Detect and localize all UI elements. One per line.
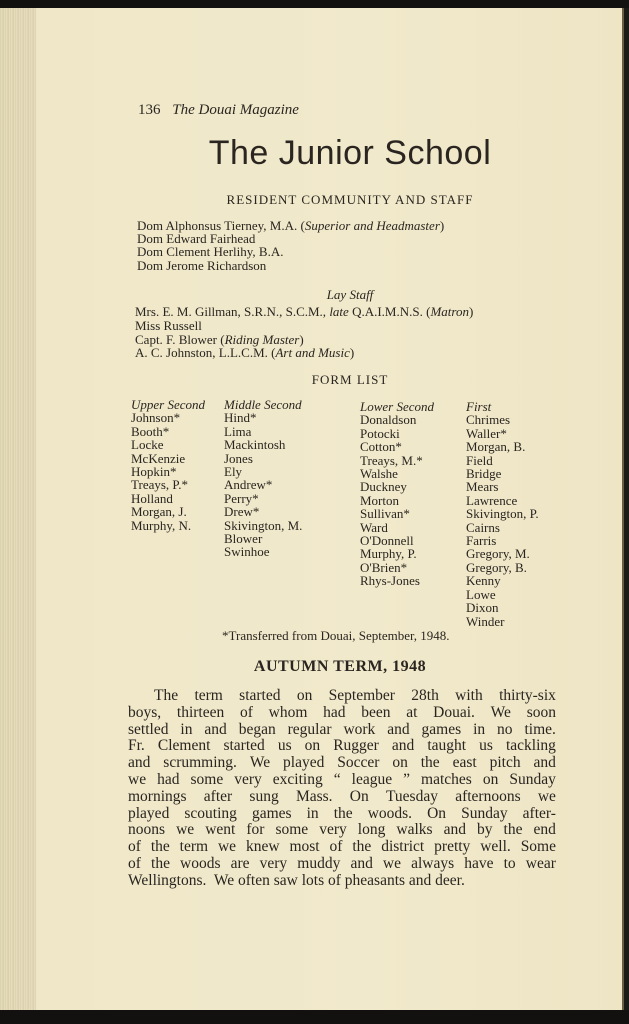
pupil-name: Chrimes [466, 412, 511, 428]
pupil-name: Morgan, J. [131, 504, 187, 520]
lay-staff-list [135, 305, 473, 360]
pupil-name: O'Brien* [360, 559, 408, 575]
paragraph-line: we had some very exciting “ league ” matches on Sunday [128, 770, 556, 788]
pupil-name: Waller* [466, 425, 507, 441]
paragraph-line: boys, thirteen of whom had been at Douai. We soon [128, 703, 556, 721]
pupil-name: Jones [224, 450, 253, 466]
pupil-name: O'Donnell [360, 533, 414, 549]
pupil-name: Treays, P.* [131, 477, 188, 493]
paragraph-line: Wellingtons. We often saw lots of pheasants and deer. [128, 871, 465, 889]
footnote: *Transferred from Douai, September, 1948. [222, 628, 450, 643]
pupil-name: Johnson* [131, 410, 181, 426]
pupil-name: Potocki [360, 425, 400, 441]
pupil-name: Andrew* [224, 477, 273, 493]
pupil-name: Booth* [131, 423, 170, 439]
top-edge [0, 0, 629, 8]
pupil-name: Rhys-Jones [360, 573, 420, 589]
pupil-name: Drew* [224, 504, 260, 520]
paragraph-line: settled in and began regular work and games in no time. [128, 720, 556, 738]
pupil-name: Blower [224, 531, 263, 547]
section-subtitle: RESIDENT COMMUNITY AND STAFF [226, 192, 474, 207]
pupil-name: Skivington, P. [466, 506, 539, 522]
page-number: 136 [138, 102, 161, 118]
lay-staff-item: Miss Russell [135, 317, 202, 333]
pupil-name: Perry* [224, 490, 259, 506]
form-name: Middle Second [224, 397, 302, 412]
pupil-name: Skivington, M. [224, 517, 303, 533]
running-header [138, 102, 299, 119]
paragraph-line: The term started on September 28th with thirty-six [154, 687, 556, 704]
clergy-item: Dom Clement Herlihy, B.A. [137, 244, 284, 260]
pupil-name: Holland [131, 490, 173, 506]
pupil-name: Lima [224, 423, 252, 439]
pupil-name: Duckney [360, 479, 407, 495]
pupil-name: Lowe [466, 586, 496, 602]
pupil-name: Lawrence [466, 492, 518, 508]
pupil-name: Treays, M.* [360, 452, 423, 468]
lay-staff-item: A. C. Johnston, L.L.C.M. (Art and Music) [135, 345, 355, 361]
pupil-name: Sullivan* [360, 506, 410, 522]
pupil-name: Bridge [466, 466, 502, 482]
pupil-name: Farris [466, 533, 497, 549]
lay-staff-heading: Lay Staff [326, 287, 374, 302]
pupil-name: Cairns [466, 519, 500, 535]
term-heading: AUTUMN TERM, 1948 [253, 658, 427, 675]
form-column-middle-second [224, 398, 302, 559]
pupil-name: Ely [224, 464, 243, 480]
pupil-name: Field [466, 452, 493, 468]
paragraph-line: mornings after sung Mass. On Tuesday afternoons we [128, 787, 556, 805]
bottom-edge [0, 1010, 629, 1024]
pupil-name: Murphy, P. [360, 546, 417, 562]
pupil-name: Dixon [466, 600, 499, 616]
clergy-list [137, 219, 444, 272]
pupil-name: Murphy, N. [131, 517, 192, 533]
pupil-name: Mackintosh [224, 437, 286, 453]
form-name: Lower Second [360, 399, 435, 414]
pupil-name: Morton [360, 492, 399, 508]
paragraph-line: noons we went for some very long walks and by the end [128, 821, 556, 839]
clergy-item: Dom Jerome Richardson [137, 257, 267, 273]
form-name: First [466, 399, 492, 414]
pupil-name: Locke [131, 437, 164, 453]
pupil-name: Kenny [466, 573, 501, 589]
pupil-name: Cotton* [360, 439, 402, 455]
form-column-lower-second [360, 400, 434, 588]
form-name: Upper Second [131, 397, 206, 412]
pupil-name: Swinhoe [224, 544, 270, 560]
paragraph-line: Fr. Clement started us on Rugger and taught us tackling [128, 737, 556, 755]
pupil-name: Gregory, B. [466, 559, 527, 575]
form-list-heading: FORM LIST [311, 372, 389, 387]
pupil-name: McKenzie [131, 450, 186, 466]
pupil-name: Morgan, B. [466, 439, 526, 455]
pupil-name: Winder [466, 613, 505, 629]
lay-staff-item: Mrs. E. M. Gillman, S.R.N., S.C.M., late Q.A.I.M.N.S. (Matron) [135, 304, 474, 319]
pupil-name: Mears [466, 479, 499, 495]
form-column-upper-second [131, 398, 205, 532]
lay-staff-item: Capt. F. Blower (Riding Master) [135, 331, 304, 347]
form-column-first [466, 400, 539, 628]
page-title: The Junior School [208, 134, 492, 172]
pupil-name: Walshe [360, 466, 398, 482]
pupil-name: Ward [360, 519, 388, 535]
magazine-title: The Douai Magazine [172, 102, 299, 118]
pupil-name: Hopkin* [131, 464, 177, 480]
paragraph-line: of the woods are very muddy and we always have to wear [128, 854, 556, 872]
pupil-name: Donaldson [360, 412, 417, 428]
pupil-name: Hind* [224, 410, 257, 426]
pupil-name: Gregory, M. [466, 546, 530, 562]
clergy-item: Dom Alphonsus Tierney, M.A. (Superior and Headmaster) [137, 218, 445, 233]
paragraph-line: of the term we knew most of the district pretty well. Some [128, 838, 556, 856]
clergy-item: Dom Edward Fairhead [137, 231, 256, 247]
term-paragraph [128, 688, 556, 890]
paragraph-line: played scouting games in the woods. On Sunday after- [128, 804, 556, 822]
paragraph-line: and scrumming. We played Soccer on the east pitch and [128, 754, 556, 772]
